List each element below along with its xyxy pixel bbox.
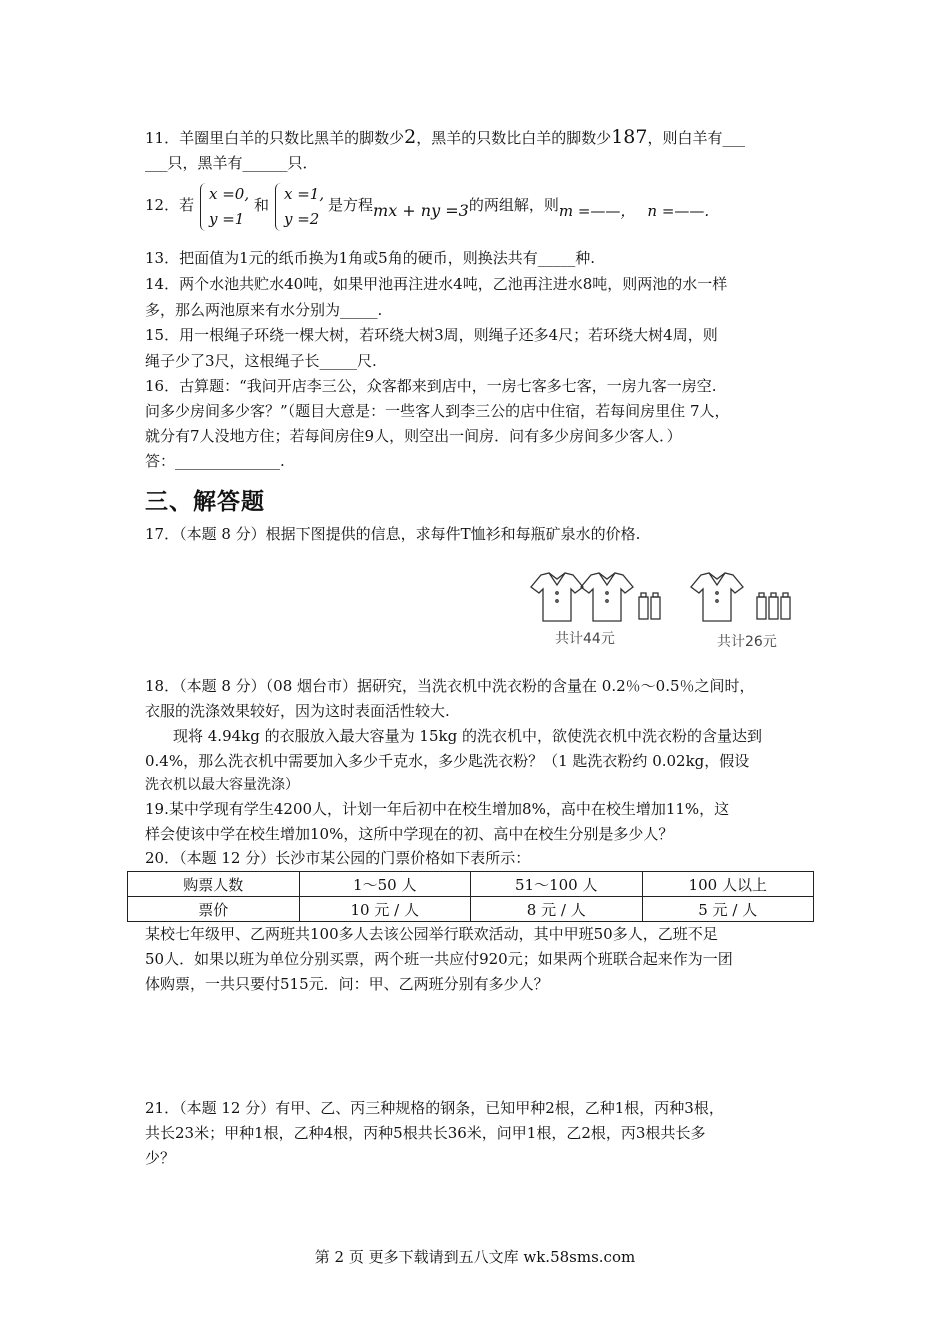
tshirt-bottle-illustration — [525, 565, 805, 625]
question-12-and: 和 — [254, 196, 270, 214]
question-21-line-3: 少？ — [145, 1149, 176, 1167]
question-20-line-4: 体购票，一共只要付515元．问：甲、乙两班分别有多少人？ — [145, 975, 549, 993]
question-16-answer: 答：______________. — [145, 452, 285, 470]
table-cell: 10 元 / 人 — [299, 897, 471, 922]
question-18-line-4: 0.4%，那么洗衣机中需要加入多少千克水，多少匙洗衣粉？（1 匙洗衣粉约 0.02kg，假设 — [145, 752, 750, 770]
table-header-cell: 1～50 人 — [299, 872, 471, 897]
bottle-icon — [781, 593, 790, 619]
question-20-line-1: 20．（本题 12 分）长沙市某公园的门票价格如下表所示： — [145, 849, 531, 867]
question-19-line-1: 19.某中学现有学生4200人，计划一年后初中在校生增加8%，高中在校生增加11%，这 — [145, 800, 730, 818]
bottle-icon — [651, 593, 660, 619]
question-13: 13．把面值为1元的纸币换为1角或5角的硬币，则换法共有_____种. — [145, 249, 595, 267]
tshirt-icon — [581, 573, 633, 621]
question-11-line-2: ___只，黑羊有______只． — [145, 154, 318, 172]
table-row — [128, 872, 814, 897]
question-20-line-3: 50人．如果以班为单位分别买票，两个班一共应付920元；如果两个班联合起来作为一团 — [145, 950, 733, 968]
section-heading: 三、解答题 — [145, 489, 265, 515]
document-page: 11．羊圈里白羊的只数比黑羊的脚数少2，黑羊的只数比白羊的脚数少187，则白羊有___ ___只，黑羊有______只． 12．若 x =0, y =1 和 x =1, y =2 是方程mx + ny =3的两组解，则m =——， n =——. 13．把面值为1元的纸币换为1角或5角的硬币，则换法共有_____种. 14．两个水池共贮水40吨，如果甲池再注进水4吨，乙池再注进水8吨，则两池的水一样 多，那么两池原来有水分别为_____. 15．用一根绳子环绕一棵大树，若环绕大树3周，则绳子还多4尺；若环绕大树4周，则 绳子少了3尺，这根绳子长_____尺. 16．古算题：“我问开店李三公，众客都来到店中，一房七客多七客，一房九客一房空. 问多少房间多少客？”（题目大意是：一些客人到李三公的店中住宿，若每间房里住 7人， 就分有7人没地方住；若每间房住9人，则空出一间房．问有多少房间多少客人．） 答：______________. 三、解答题 17．（本题 8 分）根据下图提供的信息，求每件T恤衫和每瓶矿泉水的价格. 共计44元 共计26元 18．（本题 8 分）（08 烟台市）据研究，当洗衣机中洗衣粉的含量在 0.2％～0.5％之间时， 衣服的洗涤效果较好，因为这时表面活性较大. 现将 4.94kg 的衣服放入最大容量为 15kg 的洗衣机中，欲使洗衣机中洗衣粉的含量达到 0.4%，那么洗衣机中需要加入多少千克水，多少匙洗衣粉？（1 匙洗衣粉约 0.02kg，假设 洗衣机以最大容量洗涤） 19.某中学现有学生4200人，计划一年后初中在校生增加8%，高中在校生增加11%，这 样会使该中学在校生增加10%，这所中学现在的初、高中在校生分别是多少人？ 20．（本题 12 分）长沙市某公园的门票价格如下表所示： 购票人数 1～50 人 51～100 人 100 人以上 票价 10 元 / 人 8 元 / 人 5 元 / 人 某校七年级甲、乙两班共100多人去该公园举行联欢活动，其中甲班50多人，乙班不足 50人．如果以班为单位分别买票，两个班一共应付920元；如果两个班联合起来作为一团 体购票，一共只要付515元．问：甲、乙两班分别有多少人？ 21．（本题 12 分）有甲、乙、丙三种规格的钢条，已知甲种2根，乙种1根，丙种3根， 共长23米；甲种1根，乙种4根，丙种5根共长36米，问甲1根，乙2根，丙3根共长多 少？ 第 2 页 更多下载请到五八文库 wk.58sms.com — [0, 0, 950, 1344]
figure-caption-right: 共计26元 — [717, 634, 777, 650]
table-cell: 票价 — [128, 897, 300, 922]
question-17: 17．（本题 8 分）根据下图提供的信息，求每件T恤衫和每瓶矿泉水的价格. — [145, 525, 641, 543]
table-header-cell: 51～100 人 — [471, 872, 643, 897]
table-header-cell: 购票人数 — [128, 872, 300, 897]
tshirt-icon — [531, 573, 583, 621]
question-16-line-2: 问多少房间多少客？”（题目大意是：一些客人到李三公的店中住宿，若每间房里住 7人， — [145, 402, 730, 420]
question-19-line-2: 样会使该中学在校生增加10%，这所中学现在的初、高中在校生分别是多少人？ — [145, 825, 674, 843]
question-21-line-1: 21．（本题 12 分）有甲、乙、丙三种规格的钢条，已知甲种2根，乙种1根，丙种3根， — [145, 1099, 724, 1117]
question-15-line-2: 绳子少了3尺，这根绳子长_____尺. — [145, 352, 377, 370]
question-11-line-1: 11．羊圈里白羊的只数比黑羊的脚数少2，黑羊的只数比白羊的脚数少187，则白羊有___ — [145, 126, 745, 148]
table-header-cell: 100 人以上 — [642, 872, 814, 897]
bottle-icon — [757, 593, 766, 619]
page-footer: 第 2 页 更多下载请到五八文库 wk.58sms.com — [314, 1248, 636, 1266]
figure-caption-left: 共计44元 — [555, 631, 615, 647]
question-12-text: 是方程mx + ny =3的两组解，则m =——， n =——. — [328, 196, 710, 220]
question-14-line-2: 多，那么两池原来有水分别为_____. — [145, 301, 383, 319]
question-20-line-2: 某校七年级甲、乙两班共100多人去该公园举行联欢活动，其中甲班50多人，乙班不足 — [145, 925, 718, 943]
ticket-price-table — [127, 871, 814, 922]
table-cell: 8 元 / 人 — [471, 897, 643, 922]
question-21-line-2: 共长23米；甲种1根，乙种4根，丙种5根共长36米，问甲1根，乙2根，丙3根共长多 — [145, 1124, 706, 1142]
question-16-line-1: 16．古算题：“我问开店李三公，众客都来到店中，一房七客多七客，一房九客一房空. — [145, 377, 717, 395]
question-15-line-1: 15．用一根绳子环绕一棵大树，若环绕大树3周，则绳子还多4尺；若环绕大树4周，则 — [145, 326, 718, 344]
question-18-line-1: 18．（本题 8 分）（08 烟台市）据研究，当洗衣机中洗衣粉的含量在 0.2％～0.5％之间时， — [145, 677, 755, 695]
question-18-line-2: 衣服的洗涤效果较好，因为这时表面活性较大. — [145, 702, 450, 720]
tshirt-bottle-figure — [525, 565, 805, 655]
question-18-line-3: 现将 4.94kg 的衣服放入最大容量为 15kg 的洗衣机中，欲使洗衣机中洗衣粉的含量达到 — [173, 727, 762, 745]
table-row — [128, 897, 814, 922]
question-16-line-3: 就分有7人没地方住；若每间房住9人，则空出一间房．问有多少房间多少客人．） — [145, 427, 682, 445]
question-18-line-5: 洗衣机以最大容量洗涤） — [145, 777, 299, 793]
question-12-prefix: 12．若 — [145, 196, 195, 214]
table-cell: 5 元 / 人 — [642, 897, 814, 922]
question-14-line-1: 14．两个水池共贮水40吨，如果甲池再注进水4吨，乙池再注进水8吨，则两池的水一样 — [145, 275, 728, 293]
bottle-icon — [639, 593, 648, 619]
bottle-icon — [769, 593, 778, 619]
tshirt-icon — [691, 573, 743, 621]
